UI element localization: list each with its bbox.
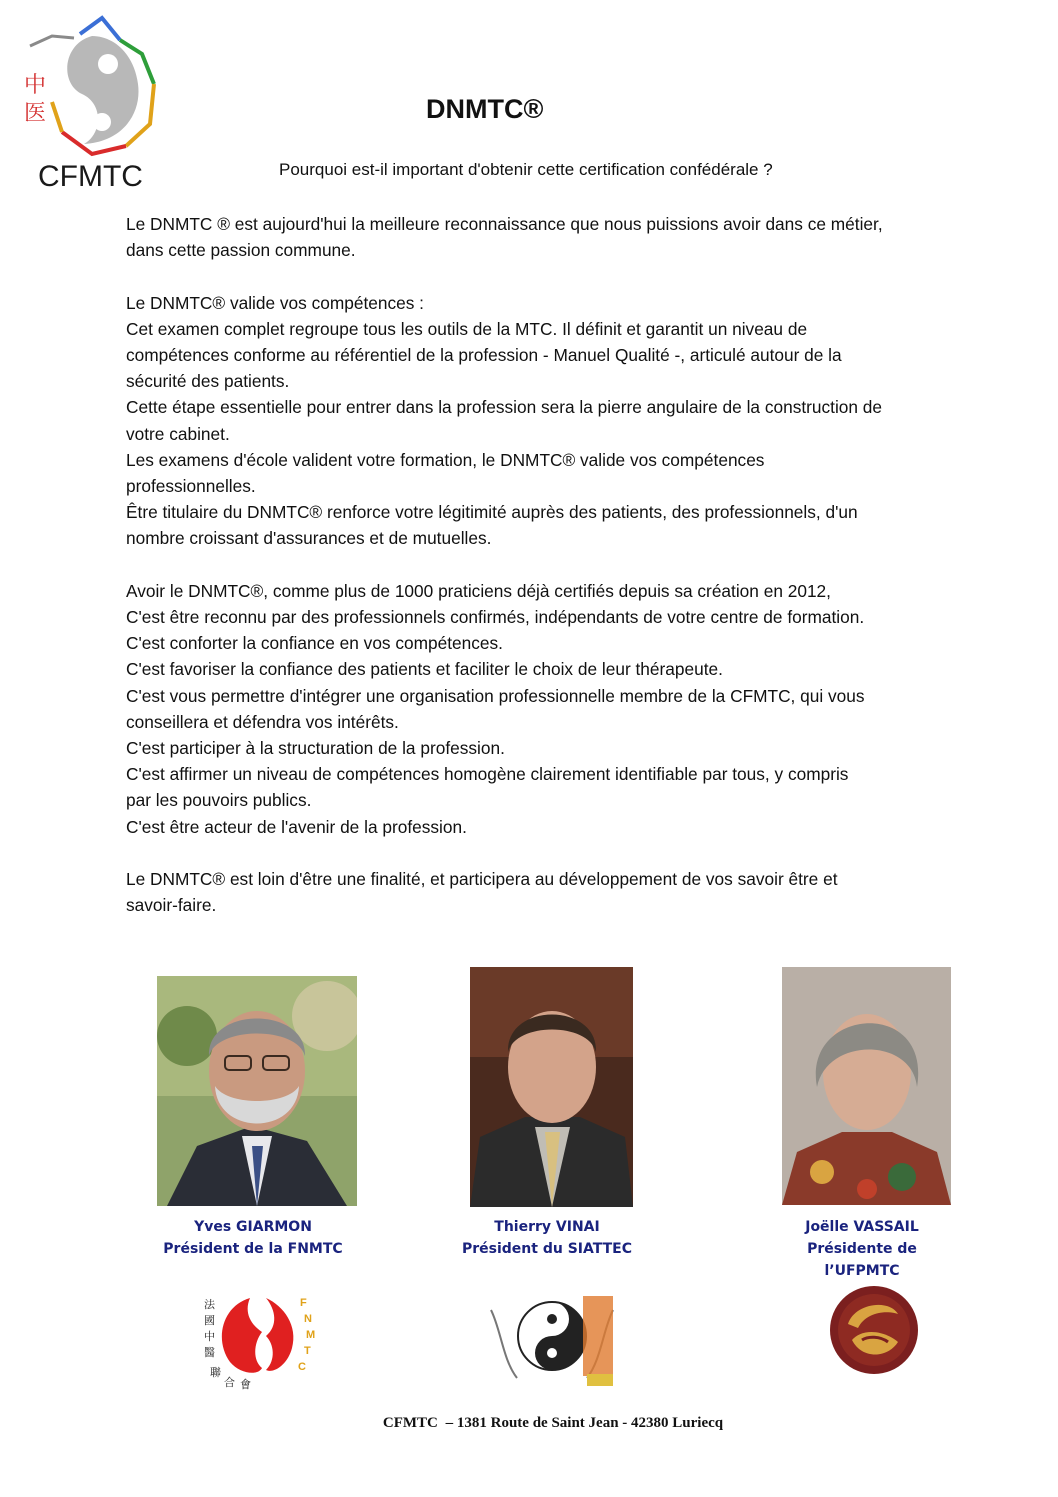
person-role: Président du SIATTEC xyxy=(461,1241,632,1257)
logo-glyph-1: 中 xyxy=(24,73,47,98)
fnmtc-glyph: 法 xyxy=(204,1298,215,1311)
portrait-photo-2 xyxy=(470,967,633,1207)
text-line: C'est vous permettre d'intégrer une organisation professionnelle membre de la CFMTC, qui vous xyxy=(126,685,865,706)
text-line: C'est être acteur de l'avenir de la profession. xyxy=(126,816,467,837)
text-line: votre cabinet. xyxy=(126,423,230,444)
paragraph-1 xyxy=(126,211,996,263)
fnmtc-letter: F xyxy=(300,1297,307,1309)
text-line: C'est participer à la structuration de la profession. xyxy=(126,738,505,759)
text-line: sécurité des patients. xyxy=(126,371,290,392)
person-caption-3 xyxy=(768,1216,956,1282)
text-line: conseillera et défendra vos intérêts. xyxy=(126,711,399,732)
text-line: nombre croissant d'assurances et de mutuelles. xyxy=(126,528,492,549)
text-line: C'est être reconnu par des professionnels confirmés, indépendants de votre centre de formation. xyxy=(126,607,865,628)
person-name: Joëlle VASSAIL xyxy=(805,1219,919,1235)
text-line: Le DNMTC® valide vos compétences : xyxy=(126,292,424,313)
portrait-photo-3 xyxy=(782,967,951,1205)
page-title: DNMTC® xyxy=(426,94,544,124)
text-line: dans cette passion commune. xyxy=(126,240,356,261)
siattec-logo xyxy=(487,1290,617,1390)
portrait-photo-1 xyxy=(157,976,357,1206)
person-role: Présidente de l’UFPMTC xyxy=(807,1241,917,1279)
paragraph-4 xyxy=(126,866,996,918)
fnmtc-glyph: 聯 xyxy=(210,1366,221,1379)
person-role: Président de la FNMTC xyxy=(163,1241,343,1257)
page-subtitle: Pourquoi est-il important d'obtenir cette certification confédérale ? xyxy=(279,160,773,179)
text-line: par les pouvoirs publics. xyxy=(126,790,312,811)
fnmtc-logo xyxy=(200,1290,330,1390)
ufpmtc-logo xyxy=(828,1284,920,1376)
text-line: Les examens d'école valident votre formation, le DNMTC® valide vos compétences xyxy=(126,449,765,470)
fnmtc-letter: T xyxy=(304,1345,311,1357)
fnmtc-glyph: 國 xyxy=(204,1314,215,1327)
text-line: Avoir le DNMTC®, comme plus de 1000 praticiens déjà certifiés depuis sa création en 2012, xyxy=(126,580,831,601)
text-line: compétences conforme au référentiel de la profession - Manuel Qualité -, articulé autour de la xyxy=(126,345,842,365)
cfmtc-emblem-icon xyxy=(22,14,162,164)
person-caption-2 xyxy=(452,1216,642,1260)
text-line: Être titulaire du DNMTC® renforce votre légitimité auprès des patients, des professionnels, d'un xyxy=(126,502,858,523)
footer-org: CFMTC xyxy=(382,1415,438,1431)
footer-address xyxy=(0,1415,1058,1432)
fnmtc-letter: N xyxy=(304,1313,312,1325)
text-line: Cette étape essentielle pour entrer dans la profession sera la pierre angulaire de la construction de xyxy=(126,397,883,418)
fnmtc-letter: M xyxy=(306,1329,316,1341)
text-line: professionnelles. xyxy=(126,476,256,497)
person-name: Yves GIARMON xyxy=(194,1219,312,1235)
body-text xyxy=(126,211,996,918)
fnmtc-letter: C xyxy=(298,1361,306,1373)
text-line: Le DNMTC ® est aujourd'hui la meilleure reconnaissance que nous puissions avoir dans ce métier, xyxy=(126,214,883,234)
text-line: Le DNMTC® est loin d'être une finalité, et participera au développement de vos savoir être et xyxy=(126,869,838,890)
fnmtc-glyph: 醫 xyxy=(204,1346,215,1359)
text-line: savoir-faire. xyxy=(126,895,217,916)
text-line: C'est favoriser la confiance des patients et faciliter le choix de leur thérapeute. xyxy=(126,659,723,680)
paragraph-2 xyxy=(126,290,996,552)
person-name: Thierry VINAI xyxy=(494,1219,600,1235)
fnmtc-glyph: 中 xyxy=(204,1330,215,1343)
fnmtc-glyph: 合 xyxy=(224,1376,235,1389)
text-line: Cet examen complet regroupe tous les outils de la MTC. Il définit et garantit un niveau de xyxy=(126,318,808,339)
logo-text: CFMTC xyxy=(38,160,143,193)
logo-glyph-2: 医 xyxy=(24,101,47,126)
person-caption-1 xyxy=(157,1216,349,1260)
footer-text: – 1381 Route de Saint Jean - 42380 Luriecq xyxy=(445,1415,724,1431)
paragraph-3 xyxy=(126,578,996,840)
text-line: C'est affirmer un niveau de compétences homogène clairement identifiable par tous, y compris xyxy=(126,764,849,785)
fnmtc-glyph: 會 xyxy=(240,1378,251,1390)
text-line: C'est conforter la confiance en vos compétences. xyxy=(126,633,503,654)
